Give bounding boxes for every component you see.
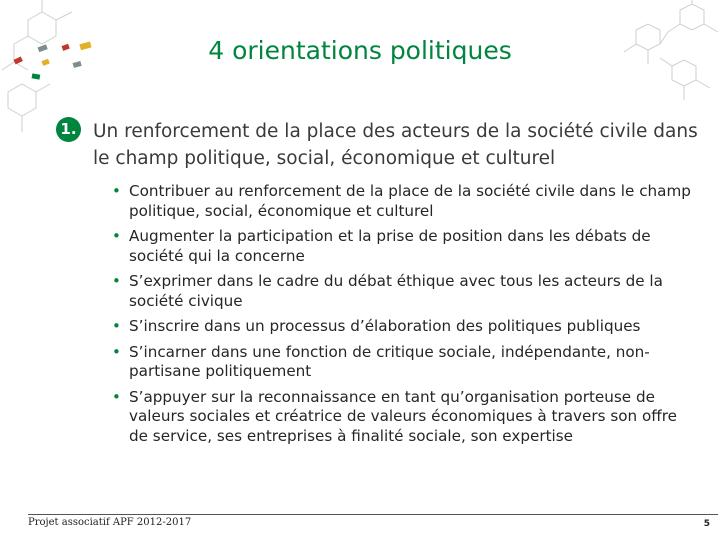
bullet-item [112, 182, 692, 221]
bullet-icon: • [112, 272, 121, 290]
bullet-text: S’incarner dans une fonction de critique sociale, indépendante, non-partisane politiquement [129, 342, 650, 380]
section-number-badge: 1. [56, 117, 81, 142]
bullet-icon: • [112, 182, 121, 200]
bullet-list [112, 182, 692, 452]
bullet-text: S’inscrire dans un processus d’élaboration des politiques publiques [129, 317, 641, 335]
bullet-icon: • [112, 227, 121, 245]
bullet-text: S’exprimer dans le cadre du débat éthique avec tous les acteurs de la société civique [129, 272, 663, 310]
section-heading: Un renforcement de la place des acteurs de la société civile dans le champ politique, social, économique et culturel [93, 121, 698, 169]
bullet-item [112, 317, 692, 337]
bullet-item [112, 343, 692, 382]
bullet-icon: • [112, 342, 121, 361]
footer-divider [28, 514, 718, 515]
bullet-item [112, 227, 692, 266]
bullet-icon: • [112, 387, 121, 406]
footer-project-label: Projet associatif APF 2012-2017 [28, 517, 192, 528]
molecule-decoration-right [610, 0, 720, 110]
slide-title: 4 orientations politiques [208, 36, 512, 65]
bullet-text: Contribuer au renforcement de la place de la société civile dans le champ politique, social, économique et culturel [129, 182, 691, 220]
bullet-text: S’appuyer sur la reconnaissance en tant qu’organisation porteuse de valeurs sociales et créatrice de valeurs économiques à travers son offre de service, ses entreprises à finalité sociale, son expertise [129, 387, 678, 445]
page-number: 5 [703, 519, 710, 529]
bullet-icon: • [112, 317, 121, 335]
bullet-item [112, 272, 692, 311]
bullet-text: Augmenter la participation et la prise de position dans les débats de société qui la concerne [129, 227, 651, 265]
bullet-item [112, 388, 692, 447]
